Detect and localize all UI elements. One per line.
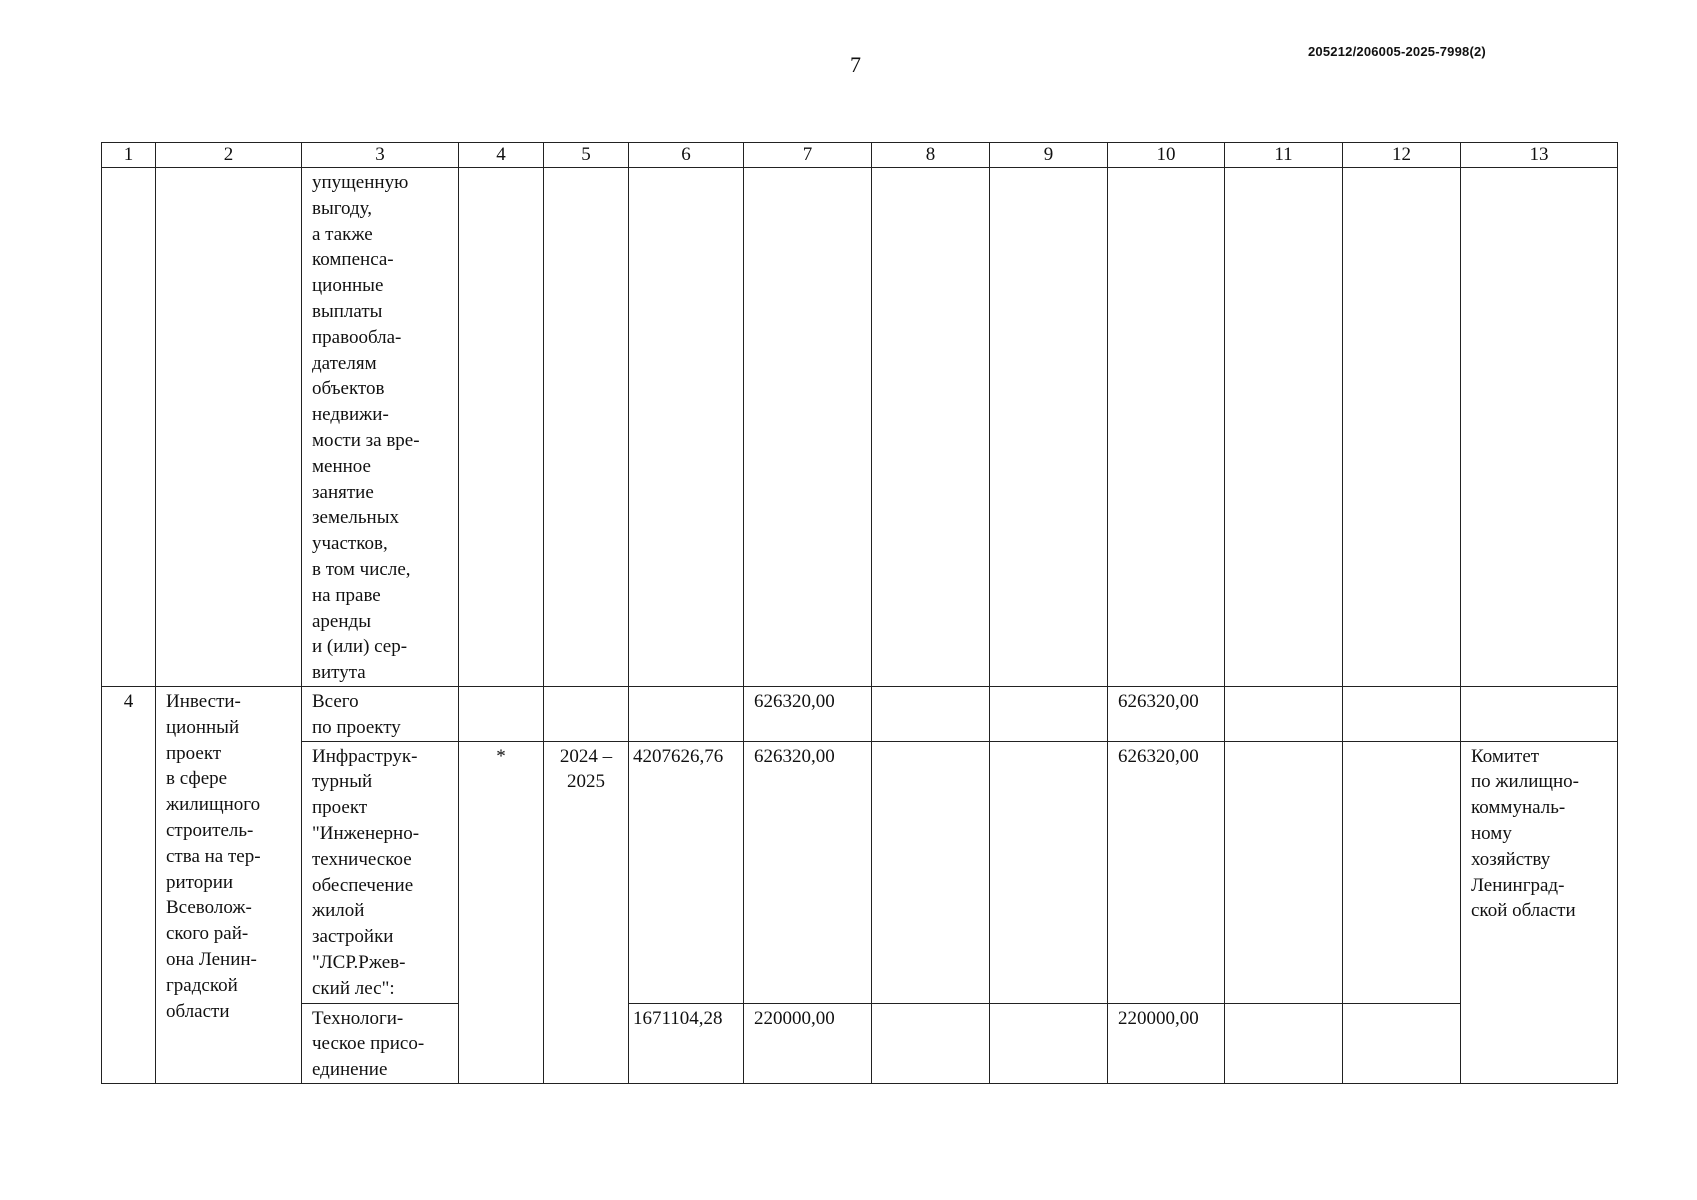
cell [156,168,302,687]
cell [1225,741,1343,1003]
cell [544,687,629,742]
cell [1461,687,1618,742]
column-header: 10 [1108,143,1225,168]
cell [990,168,1108,687]
cell [1343,741,1461,1003]
cell [744,168,872,687]
table-row-total [102,687,1618,742]
column-header: 9 [990,143,1108,168]
cell [1108,168,1225,687]
cell-mark: * [459,741,544,1083]
cell-period: 2024 – 2025 [544,741,629,1083]
cell [872,168,990,687]
cell [872,741,990,1003]
cell [459,168,544,687]
document-id: 205212/206005-2025-7998(2) [1308,44,1486,59]
cell-amount: 220000,00 [744,1003,872,1083]
page-number: 7 [850,52,861,77]
cell [102,168,156,687]
cell [629,168,744,687]
cell-description: Технологи- ческое присо- единение [302,1003,459,1083]
column-header: 3 [302,143,459,168]
cell [1225,687,1343,742]
table-row-continuation [102,168,1618,687]
cell-row-number: 4 [102,687,156,1084]
budget-table [101,142,1618,1084]
cell-amount: 220000,00 [1108,1003,1225,1083]
column-header: 1 [102,143,156,168]
cell-responsible-body: Комитет по жилищно- коммуналь- ному хозяйству Ленинград- ской области [1461,741,1618,1083]
cell [1225,168,1343,687]
cell [629,687,744,742]
cell [459,687,544,742]
cell-project-name: Инвести- ционный проект в сфере жилищного строитель- ства на тер- ритории Всеволож- ского рай- она Ленин- градской области [156,687,302,1084]
column-header: 2 [156,143,302,168]
cell-amount: 1671104,28 [629,1003,744,1083]
table-row-infrastructure [102,741,1618,1003]
column-header: 5 [544,143,629,168]
cell-description: Всего по проекту [302,687,459,742]
table-row-connection [102,1003,1618,1083]
cell-amount: 626320,00 [1108,741,1225,1003]
cell [544,168,629,687]
cell [1461,168,1618,687]
column-header: 12 [1343,143,1461,168]
column-header: 4 [459,143,544,168]
cell [872,1003,990,1083]
column-header: 11 [1225,143,1343,168]
cell-description: Инфраструк- турный проект "Инженерно- техническое обеспечение жилой застройки "ЛСР.Ржев- ский лес": [302,741,459,1003]
cell [872,687,990,742]
column-header: 13 [1461,143,1618,168]
cell-amount: 626320,00 [744,741,872,1003]
cell-amount: 4207626,76 [629,741,744,1003]
column-header: 6 [629,143,744,168]
cell [990,741,1108,1003]
cell [990,1003,1108,1083]
cell-description: упущенную выгоду, а также компенса- ционные выплаты правообла- дателям объектов недвижи- мости за вре- менное занятие земельных участков, в том числе, на праве аренды и (или) сер- витута [302,168,459,687]
cell-amount: 626320,00 [744,687,872,742]
cell [1343,168,1461,687]
column-header: 8 [872,143,990,168]
cell [1225,1003,1343,1083]
header-row [102,143,1618,168]
cell-amount: 626320,00 [1108,687,1225,742]
column-header: 7 [744,143,872,168]
cell [990,687,1108,742]
cell [1343,687,1461,742]
cell [1343,1003,1461,1083]
